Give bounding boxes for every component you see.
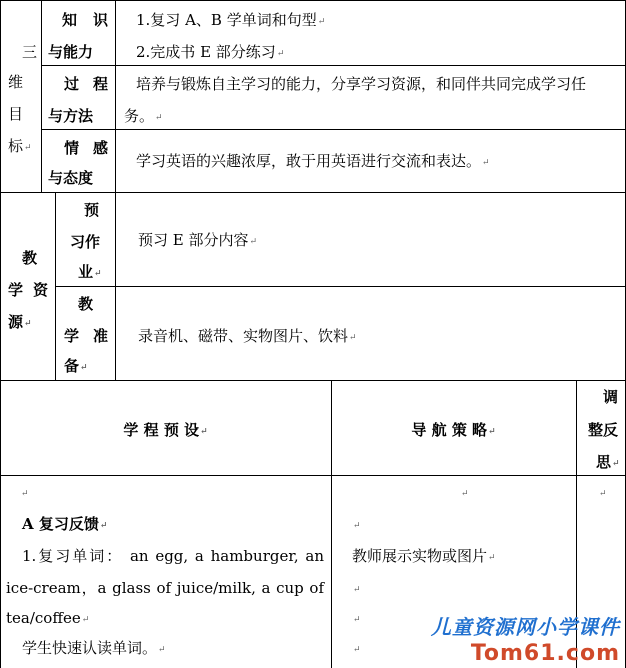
paragraph-mark: ↵ [353,521,361,531]
resources-content-prep: 录音机、磁带、实物图片、饮料 [138,327,349,345]
goals-header-char: 标 [8,137,24,155]
review-item1-line2: ice-cream，a glass of juice/milk, a cup of [6,579,324,597]
goals-label-knowledge: 知识 [62,11,108,29]
resources-label-preview-2: 习作 [70,233,101,251]
header-navigation-strategy: 导 航 策 略 [411,421,488,439]
goals-header-char: 维 [8,73,24,91]
header-adjust-3: 思 [596,453,612,471]
header-adjust-1: 调 [603,388,619,406]
paragraph-mark: ↵ [21,489,29,499]
watermark-line1: 儿童资源网小学课件 [431,615,620,639]
resources-label-preview-1: 预 [84,201,100,219]
paragraph-mark: ↵ [353,615,361,625]
review-item1-line3: tea/coffee [6,609,81,627]
paragraph-mark: ↵ [353,585,361,595]
goals-header-char: 目 [8,105,24,123]
goals-label-process: 过程 [64,75,108,93]
goals-content-knowledge-1: 1.复习 A、B 学单词和句型 [136,11,317,29]
goals-content-emotion: 学习英语的兴趣浓厚，敢于用英语进行交流和表达。 [136,152,482,170]
header-adjust-2: 整反 [588,421,619,439]
goals-header-char: 三 [22,43,38,61]
review-item1-line1: 1.复习单词： an egg, a hamburger, an [22,547,324,565]
paragraph-mark: ↵ [599,489,607,499]
header-learning-process: 学 程 预 设 [123,421,200,439]
resources-label-prep-2: 学 准 [64,327,108,345]
goals-label-knowledge-2: 与能力 [48,43,94,61]
resources-content-preview: 预习 E 部分内容 [138,231,249,249]
goals-label-emotion-2: 与态度 [48,169,94,187]
review-heading: A 复习反馈 [22,515,99,533]
goals-label-emotion: 情感 [64,139,108,157]
resources-label-preview-3: 业 [78,263,94,281]
strategy-line: 教师展示实物或图片 [352,547,488,565]
goals-content-knowledge-2: 2.完成书 E 部分练习 [136,43,276,61]
resources-header-1: 教 [22,249,38,267]
goals-label-process-2: 与方法 [48,107,94,125]
resources-header-3: 源 [8,313,24,331]
goals-content-process-1: 培养与锻炼自主学习的能力，分享学习资源，和同伴共同完成学习任 [136,75,587,93]
watermark-line2: Tom61.com [470,641,620,666]
goals-content-process-2: 务。 [124,107,155,125]
resources-label-prep-1: 教 [78,295,94,313]
paragraph-mark: ↵ [353,645,361,655]
paragraph-mark: ↵ [461,489,469,499]
resources-label-prep-3: 备 [64,357,80,375]
resources-header-2: 学 资 [8,281,48,299]
review-item2: 学生快速认读单词。 [22,639,158,657]
